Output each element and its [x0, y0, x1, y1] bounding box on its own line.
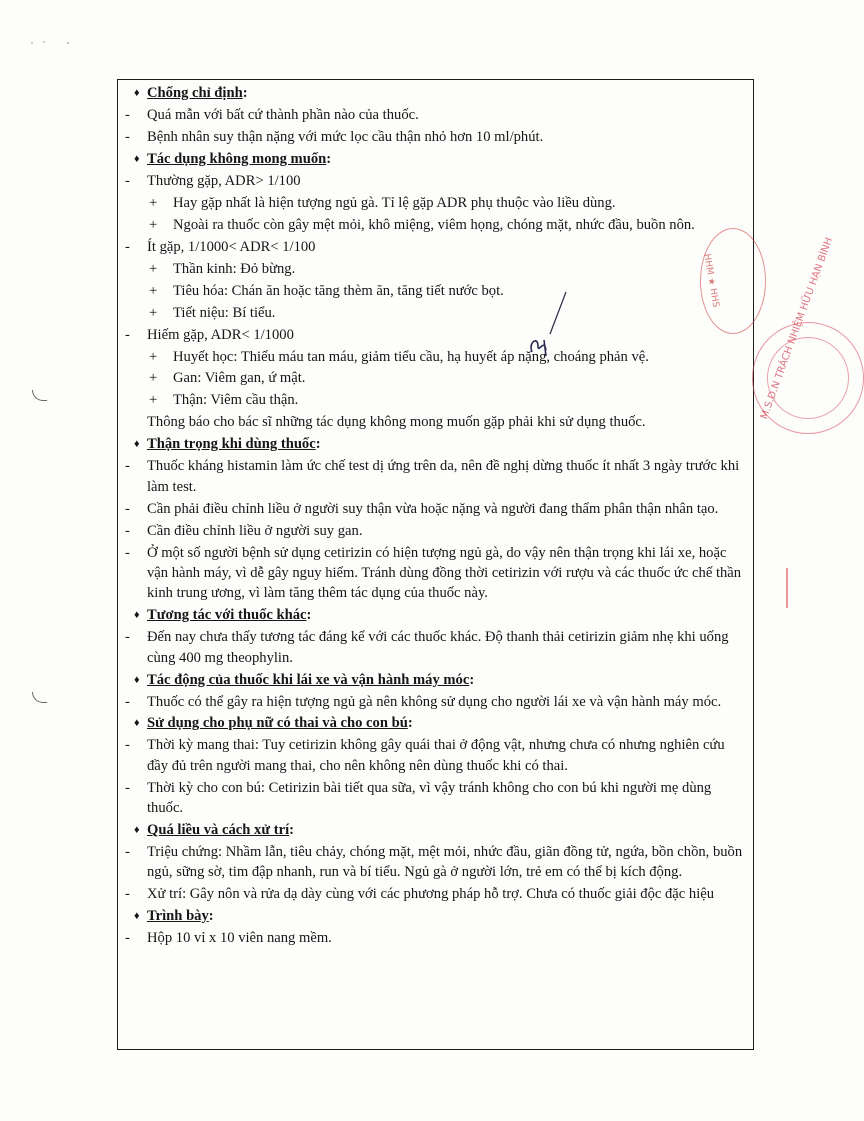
list-item: - Cần phải điều chỉnh liều ở người suy thận vừa hoặc nặng và người đang thẩm phân thận nhân tạo. — [125, 500, 719, 517]
list-item: - Triệu chứng: Nhầm lẫn, tiêu chảy, chóng mặt, mệt mỏi, nhức đầu, giãn đồng tử, ngứa, bồn chồn, buồn ngủ, sững sờ, tim đập nhanh, run và bí tiểu. Ngủ gà ở người lớn, trẻ em có thể bị kích động. — [125, 844, 743, 881]
sub-item: + Huyết học: Thiếu máu tan máu, giảm tiểu cầu, hạ huyết áp nặng, choáng phản vệ. — [149, 348, 649, 365]
document-body — [125, 81, 747, 949]
section-heading-interactions: ♦ Tương tác với thuốc khác: — [125, 605, 747, 625]
section-heading-driving: ♦ Tác động của thuốc khi lái xe và vận hành máy móc: — [125, 670, 747, 690]
diamond-bullet-icon: ♦ — [134, 673, 140, 686]
punch-hole-mark — [32, 390, 47, 401]
punch-hole-mark — [32, 692, 47, 703]
company-stamp-large: M.S.D.N TRÁCH NHIỆM HỮU HẠN BÌNH — [752, 322, 864, 434]
section-heading-overdose: ♦ Quá liều và cách xử trí: — [125, 820, 747, 840]
company-stamp-small: HHM ★ HHS — [700, 228, 766, 334]
list-item: - Hiếm gặp, ADR< 1/1000 — [125, 326, 294, 343]
list-item: - Đến nay chưa thấy tương tác đáng kể với các thuốc khác. Độ thanh thải cetirizin giảm nhẹ khi uống cùng 400 mg theophylin. — [125, 629, 729, 666]
list-item: - Ít gặp, 1/1000< ADR< 1/100 — [125, 238, 316, 255]
note-text: Thông báo cho bác sĩ những tác dụng không mong muốn gặp phải khi sử dụng thuốc. — [147, 414, 646, 431]
sub-item: + Ngoài ra thuốc còn gây mệt mỏi, khô miệng, viêm họng, chóng mặt, nhức đầu, buồn nôn. — [149, 216, 695, 233]
list-item: - Quá mẫn với bất cứ thành phần nào của thuốc. — [125, 106, 419, 123]
list-item: - Thuốc có thể gây ra hiện tượng ngủ gà nên không sử dụng cho người lái xe và vận hành máy móc. — [125, 693, 722, 710]
list-item: - Thường gặp, ADR> 1/100 — [125, 172, 301, 189]
list-item: - Thời kỳ cho con bú: Cetirizin bài tiết qua sữa, vì vậy tránh không cho con bú khi người mẹ dùng thuốc. — [125, 779, 712, 817]
sub-item: + Thận: Viêm cầu thận. — [149, 392, 299, 409]
diamond-bullet-icon: ♦ — [134, 152, 140, 165]
section-heading-side-effects: ♦ Tác dụng không mong muốn: — [125, 149, 747, 169]
diamond-bullet-icon: ♦ — [134, 86, 140, 99]
list-item: - Xử trí: Gây nôn và rửa dạ dày cùng với các phương pháp hỗ trợ. Chưa có thuốc giải độc đặc hiệu — [125, 886, 715, 903]
diamond-bullet-icon: ♦ — [134, 910, 140, 923]
diamond-bullet-icon: ♦ — [134, 824, 140, 837]
sub-item: + Tiêu hóa: Chán ăn hoặc tăng thèm ăn, tăng tiết nước bọt. — [149, 282, 504, 299]
list-item: - Ở một số người bệnh sử dụng cetirizin có hiện tượng ngủ gà, do vậy nên thận trọng khi lái xe, hoặc vận hành máy, vì dễ gây nguy hiểm. Tránh dùng đồng thời cetirizin với rượu và các thuốc ức chế thần kinh trung ương, vì làm tăng thêm tác dụng của thuốc này. — [125, 544, 742, 602]
signature-mark — [522, 290, 572, 360]
section-heading-pregnancy: ♦ Sử dụng cho phụ nữ có thai và cho con bú: — [125, 713, 747, 733]
scan-specks — [30, 40, 70, 46]
sub-item: + Thần kinh: Đỏ bừng. — [149, 260, 296, 277]
diamond-bullet-icon: ♦ — [134, 609, 140, 622]
section-heading-precautions: ♦ Thận trọng khi dùng thuốc: — [125, 434, 747, 454]
list-item: - Thời kỳ mang thai: Tuy cetirizin không gây quái thai ở động vật, nhưng chưa có nhưng nghiên cứu đầy đủ trên người mang thai, cho nên không nên dùng thuốc khi có thai. — [125, 737, 725, 774]
list-item: - Bệnh nhân suy thận nặng với mức lọc cầu thận nhỏ hơn 10 ml/phút. — [125, 128, 544, 145]
section-heading-contraindications: ♦ Chống chỉ định: — [125, 83, 747, 103]
section-heading-presentation: ♦ Trình bày: — [125, 906, 747, 926]
list-item: - Cần điều chỉnh liều ở người suy gan. — [125, 522, 363, 539]
sub-item: + Hay gặp nhất là hiện tượng ngủ gà. Tỉ lệ gặp ADR phụ thuộc vào liều dùng. — [149, 194, 616, 211]
diamond-bullet-icon: ♦ — [134, 717, 140, 730]
sub-item: + Gan: Viêm gan, ứ mật. — [149, 370, 306, 387]
list-item: - Hộp 10 vỉ x 10 viên nang mềm. — [125, 930, 332, 947]
sub-item: + Tiết niệu: Bí tiểu. — [149, 304, 276, 321]
edge-mark — [786, 568, 794, 608]
diamond-bullet-icon: ♦ — [134, 438, 140, 451]
list-item: - Thuốc kháng histamin làm ức chế test dị ứng trên da, nên đề nghị dừng thuốc ít nhất 3 ngày trước khi làm test. — [125, 458, 740, 495]
